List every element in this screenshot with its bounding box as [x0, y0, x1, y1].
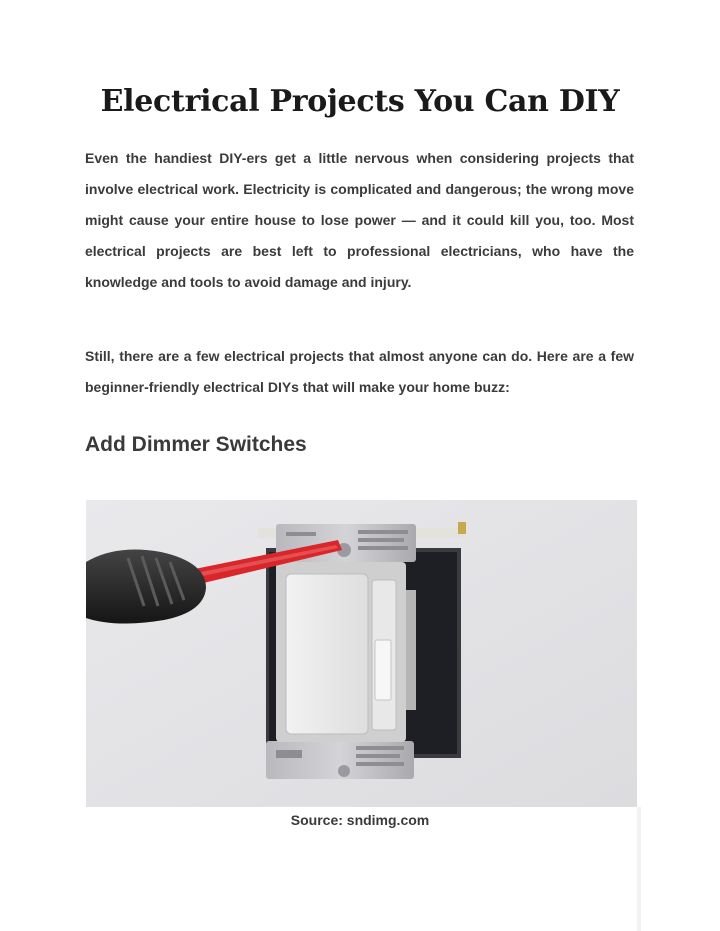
dimmer-switch-illustration	[86, 500, 637, 807]
dimmer-switch-photo	[86, 500, 637, 807]
page-edge-shade	[637, 807, 641, 931]
intro-paragraph: Even the handiest DIY-ers get a little nervous when considering projects that involve electrical work. Electricity is complicated and dangerous; the wrong move might cause your entire house to lose power — and it could kill you, too. Most electrical projects are best left to professional electricians, who have the knowledge and tools to avoid damage and injury.	[85, 150, 634, 290]
page-title: Electrical Projects You Can DIY	[100, 84, 620, 119]
section-heading: Add Dimmer Switches	[85, 433, 307, 456]
second-paragraph: Still, there are a few electrical projects that almost anyone can do. Here are a few beginner-friendly electrical DIYs that will make your home buzz:	[85, 348, 634, 395]
image-caption: Source: sndimg.com	[290, 812, 430, 828]
